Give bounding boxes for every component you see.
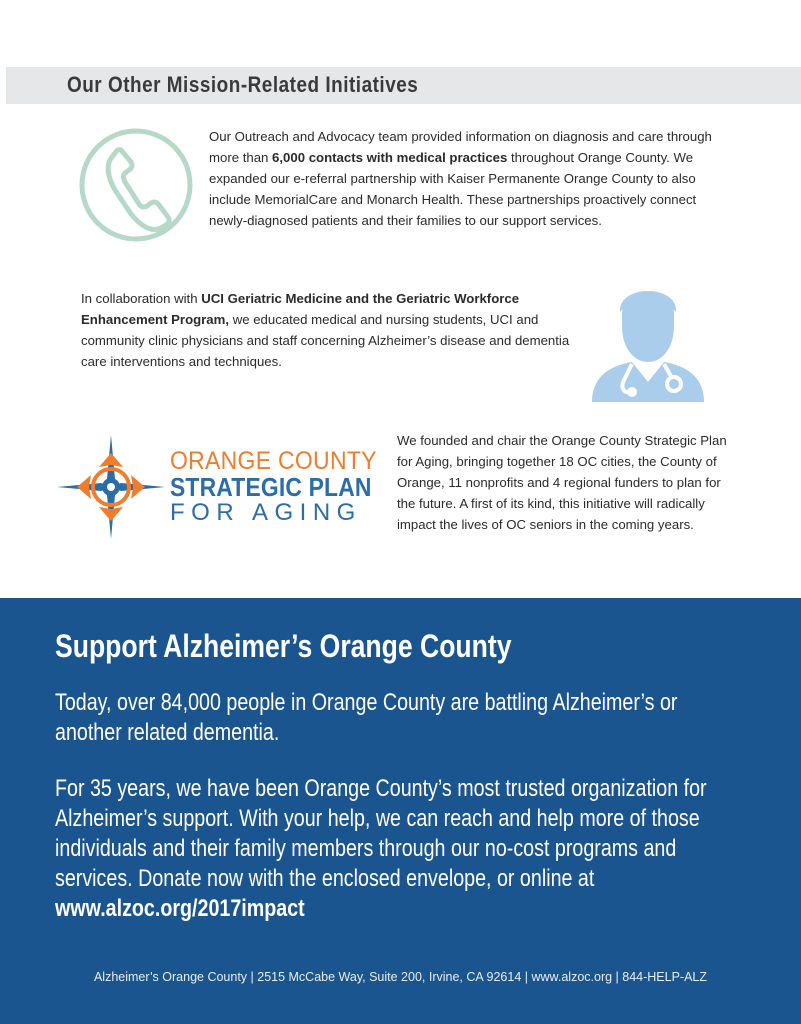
logo-line-3: FOR AGING xyxy=(170,499,362,526)
education-text-pre: In collaboration with xyxy=(81,291,202,306)
phone-icon xyxy=(79,128,193,242)
support-paragraph-2 xyxy=(55,774,727,924)
outreach-text-bold: 6,000 contacts with medical practices xyxy=(272,150,508,165)
footer-contact: Alzheimer’s Orange County | 2515 McCabe Way, Suite 200, Irvine, CA 92614 | www.alzoc.org | 844-HELP-ALZ xyxy=(93,970,708,984)
doctor-icon xyxy=(588,274,708,402)
education-text xyxy=(81,288,577,372)
logo-line-2: STRATEGIC PLAN xyxy=(170,472,372,502)
education-text-post: we educated medical and nursing students, UCI and community clinic physicians and staff concerning Alzheimer’s disease and dementia care interventions and techniques. xyxy=(81,312,570,369)
education-text-bold: UCI Geriatric Medicine and the Geriatric Workforce Enhancement Program, xyxy=(81,291,520,327)
section-header xyxy=(6,67,801,104)
strategic-plan-text: We founded and chair the Orange County Strategic Plan for Aging, bringing together 18 OC cities, the County of Orange, 11 nonprofits and 4 regional funders to plan for the future. A first of its kind, this initiative will radically impact the lives of OC seniors in the coming years. xyxy=(397,433,727,532)
compass-icon xyxy=(55,433,167,541)
support-paragraph-1: Today, over 84,000 people in Orange County are battling Alzheimer’s or another related dementia. xyxy=(55,689,678,746)
outreach-text-pre: Our Outreach and Advocacy team provided information on diagnosis and care through more than xyxy=(209,129,712,165)
support-section xyxy=(0,598,801,1024)
support-title: Support Alzheimer’s Orange County xyxy=(55,628,512,664)
logo-line-1: ORANGE COUNTY xyxy=(170,447,377,475)
support-paragraph-2-text: For 35 years, we have been Orange County’s most trusted organization for Alzheimer’s support. With your help, we can reach and help more of those individuals and their family members through our no-cost programs and services. Donate now with the enclosed envelope, or online at xyxy=(55,775,707,892)
outreach-text-post: throughout Orange County. We expanded our e-referral partnership with Kaiser Permanente Orange County to also include MemorialCare and Monarch Health. These partnerships proactively connect newly-diagnosed patients and their families to our support services. xyxy=(209,150,697,228)
ocsp-logo xyxy=(55,433,391,541)
outreach-text xyxy=(209,126,719,231)
donate-link[interactable]: www.alzoc.org/2017impact xyxy=(55,895,305,922)
section-title: Our Other Mission-Related Initiatives xyxy=(67,72,419,97)
